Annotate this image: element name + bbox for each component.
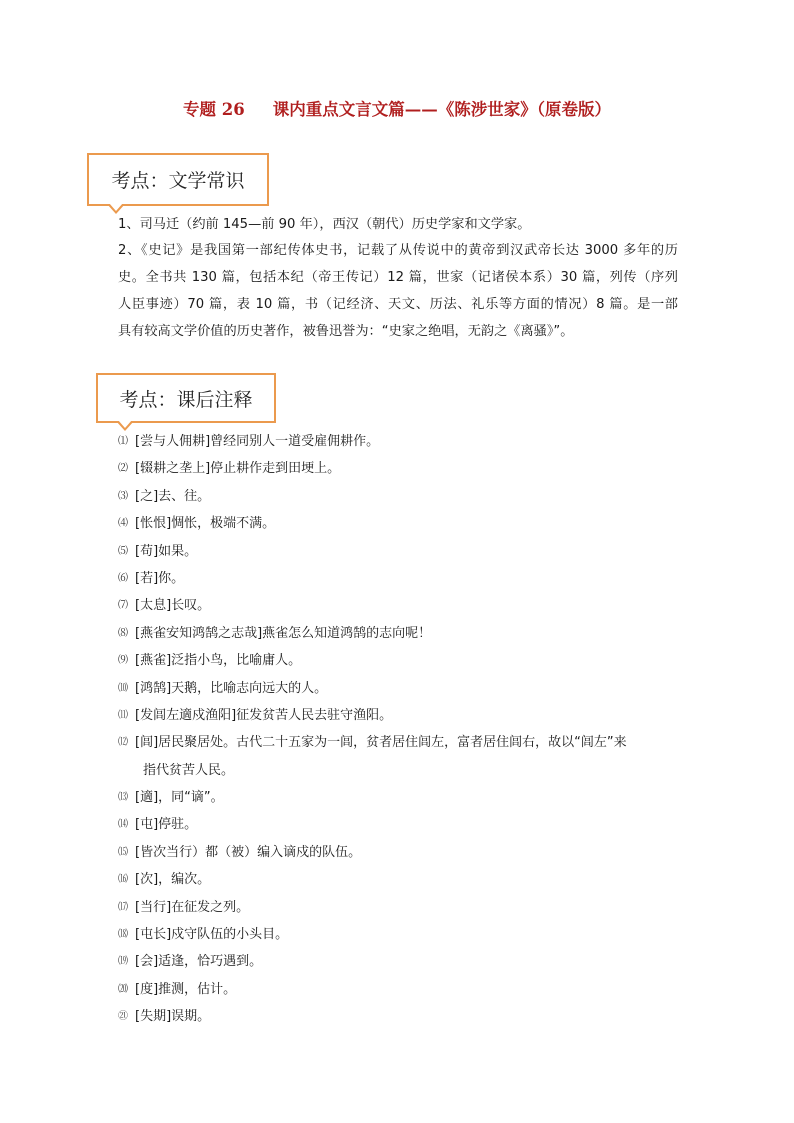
annotation-item bbox=[118, 948, 678, 975]
annotation-text: [燕雀安知鸿鹄之志哉]燕雀怎么知道鸿鹄的志向呢！ bbox=[135, 625, 432, 641]
annotation-text: [失期]误期。 bbox=[135, 1009, 211, 1025]
annotation-number: ⑿ bbox=[118, 737, 128, 749]
annotation-number: ⒅ bbox=[118, 929, 128, 941]
annotation-text: [適]，同“谪”。 bbox=[135, 790, 224, 806]
annotation-text: [若]你。 bbox=[135, 570, 185, 586]
annotation-text: [当行]在征发之列。 bbox=[135, 899, 250, 915]
section-header-annotations bbox=[96, 373, 276, 423]
annotation-item bbox=[118, 894, 678, 921]
annotation-number: ⒂ bbox=[118, 846, 128, 858]
annotation-item bbox=[118, 976, 678, 1003]
annotation-number: ⑹ bbox=[118, 572, 128, 584]
document-title bbox=[0, 96, 794, 120]
annotation-item bbox=[118, 811, 678, 838]
annotation-number: ⑷ bbox=[118, 518, 128, 530]
annotation-text-block bbox=[135, 729, 627, 784]
annotation-number: ⒃ bbox=[118, 874, 128, 886]
annotation-number: ⒇ bbox=[118, 983, 128, 995]
annotation-number: ⒀ bbox=[118, 792, 128, 804]
annotation-item bbox=[118, 510, 678, 537]
annotation-text: [尝与人佣耕]曾经同别人一道受雇佣耕作。 bbox=[135, 434, 380, 449]
annotation-text: [会]适逢，恰巧遇到。 bbox=[135, 954, 263, 970]
annotation-number: ⒄ bbox=[118, 901, 128, 913]
annotation-item bbox=[118, 675, 678, 702]
annotation-item bbox=[118, 455, 678, 482]
annotation-item bbox=[118, 647, 678, 674]
annotation-text: [鸿鹄]天鹅，比喻志向远大的人。 bbox=[135, 680, 328, 696]
title-prefix: 专题 26 bbox=[183, 100, 245, 119]
text-line: 2、《史记》是我国第一部纪传体史书，记载了从传说中的黄帝到汉武帝长达 3000 多年的历 bbox=[118, 243, 678, 258]
annotation-text: [皆次当行）都（被）编入谪戍的队伍。 bbox=[135, 844, 362, 860]
annotation-text: [怅恨]惆怅，极端不满。 bbox=[135, 516, 276, 532]
annotation-text-continued: 指代贫苦人民。 bbox=[143, 762, 235, 778]
text-line: 人臣事迹）70 篇，表 10 篇，书（记经济、天文、历法、礼乐等方面的情况）8 篇。是一部 bbox=[118, 297, 678, 312]
annotation-text: [苟]如果。 bbox=[135, 543, 198, 559]
section-header-literature bbox=[87, 153, 269, 206]
annotation-number: ⑻ bbox=[118, 627, 128, 639]
annotation-item bbox=[118, 1003, 678, 1030]
annotation-item bbox=[118, 428, 678, 455]
annotation-item bbox=[118, 565, 678, 592]
annotation-text: [太息]长叹。 bbox=[135, 598, 211, 614]
annotation-number: ⒆ bbox=[118, 956, 128, 968]
annotation-item bbox=[118, 866, 678, 893]
knowledge-item-2 bbox=[118, 237, 678, 345]
annotation-item bbox=[118, 702, 678, 729]
annotation-text: [度]推测，估计。 bbox=[135, 981, 237, 997]
text-line: 具有较高文学价值的历史著作，被鲁迅誉为：“史家之绝唱，无韵之《离骚》”。 bbox=[118, 324, 574, 339]
annotation-number: ⑶ bbox=[118, 490, 128, 502]
annotation-item bbox=[118, 839, 678, 866]
annotation-text: [发闾左適戍渔阳]征发贫苦人民去驻守渔阳。 bbox=[135, 707, 393, 723]
annotation-item bbox=[118, 729, 678, 784]
title-main: 课内重点文言文篇——《陈涉世家》（原卷版） bbox=[272, 100, 611, 119]
annotation-number: ⑴ bbox=[118, 436, 128, 447]
annotation-item bbox=[118, 483, 678, 510]
annotation-text: [之]去、往。 bbox=[135, 488, 211, 504]
annotation-number: ⑽ bbox=[118, 682, 128, 694]
text-line: 史。全书共 130 篇，包括本纪（帝王传记）12 篇，世家（记诸侯本系）30 篇，列传（序列 bbox=[118, 270, 678, 285]
knowledge-item-1 bbox=[118, 211, 678, 238]
annotation-text: [次]，编次。 bbox=[135, 872, 211, 888]
annotation-text: [屯长]戍守队伍的小头目。 bbox=[135, 927, 289, 943]
annotation-item bbox=[118, 921, 678, 948]
annotation-item bbox=[118, 592, 678, 619]
annotation-item bbox=[118, 538, 678, 565]
annotation-text: [燕雀]泛指小鸟，比喻庸人。 bbox=[135, 653, 302, 669]
annotation-text: [闾]居民聚居处。古代二十五家为一闾，贫者居住闾左，富者居住闾右，故以“闾左”来 bbox=[135, 735, 627, 751]
section-label: 考点：课后注释 bbox=[119, 388, 253, 411]
annotation-number: ㉑ bbox=[118, 1011, 128, 1023]
annotation-text: [辍耕之垄上]停止耕作走到田埂上。 bbox=[135, 461, 341, 477]
annotation-number: ⑼ bbox=[118, 655, 128, 667]
text-line: 1、司马迁（约前 145—前 90 年），西汉（朝代）历史学家和文学家。 bbox=[118, 217, 531, 232]
annotation-number: ⑸ bbox=[118, 545, 128, 557]
annotation-number: ⑵ bbox=[118, 463, 128, 475]
annotation-number: ⑾ bbox=[118, 709, 128, 721]
annotation-text: [屯]停驻。 bbox=[135, 817, 198, 833]
annotation-list bbox=[118, 428, 678, 1031]
annotation-item bbox=[118, 620, 678, 647]
annotation-item bbox=[118, 784, 678, 811]
annotation-number: ⑺ bbox=[118, 600, 128, 612]
annotation-number: ⒁ bbox=[118, 819, 128, 831]
section-label: 考点：文学常识 bbox=[111, 170, 245, 192]
